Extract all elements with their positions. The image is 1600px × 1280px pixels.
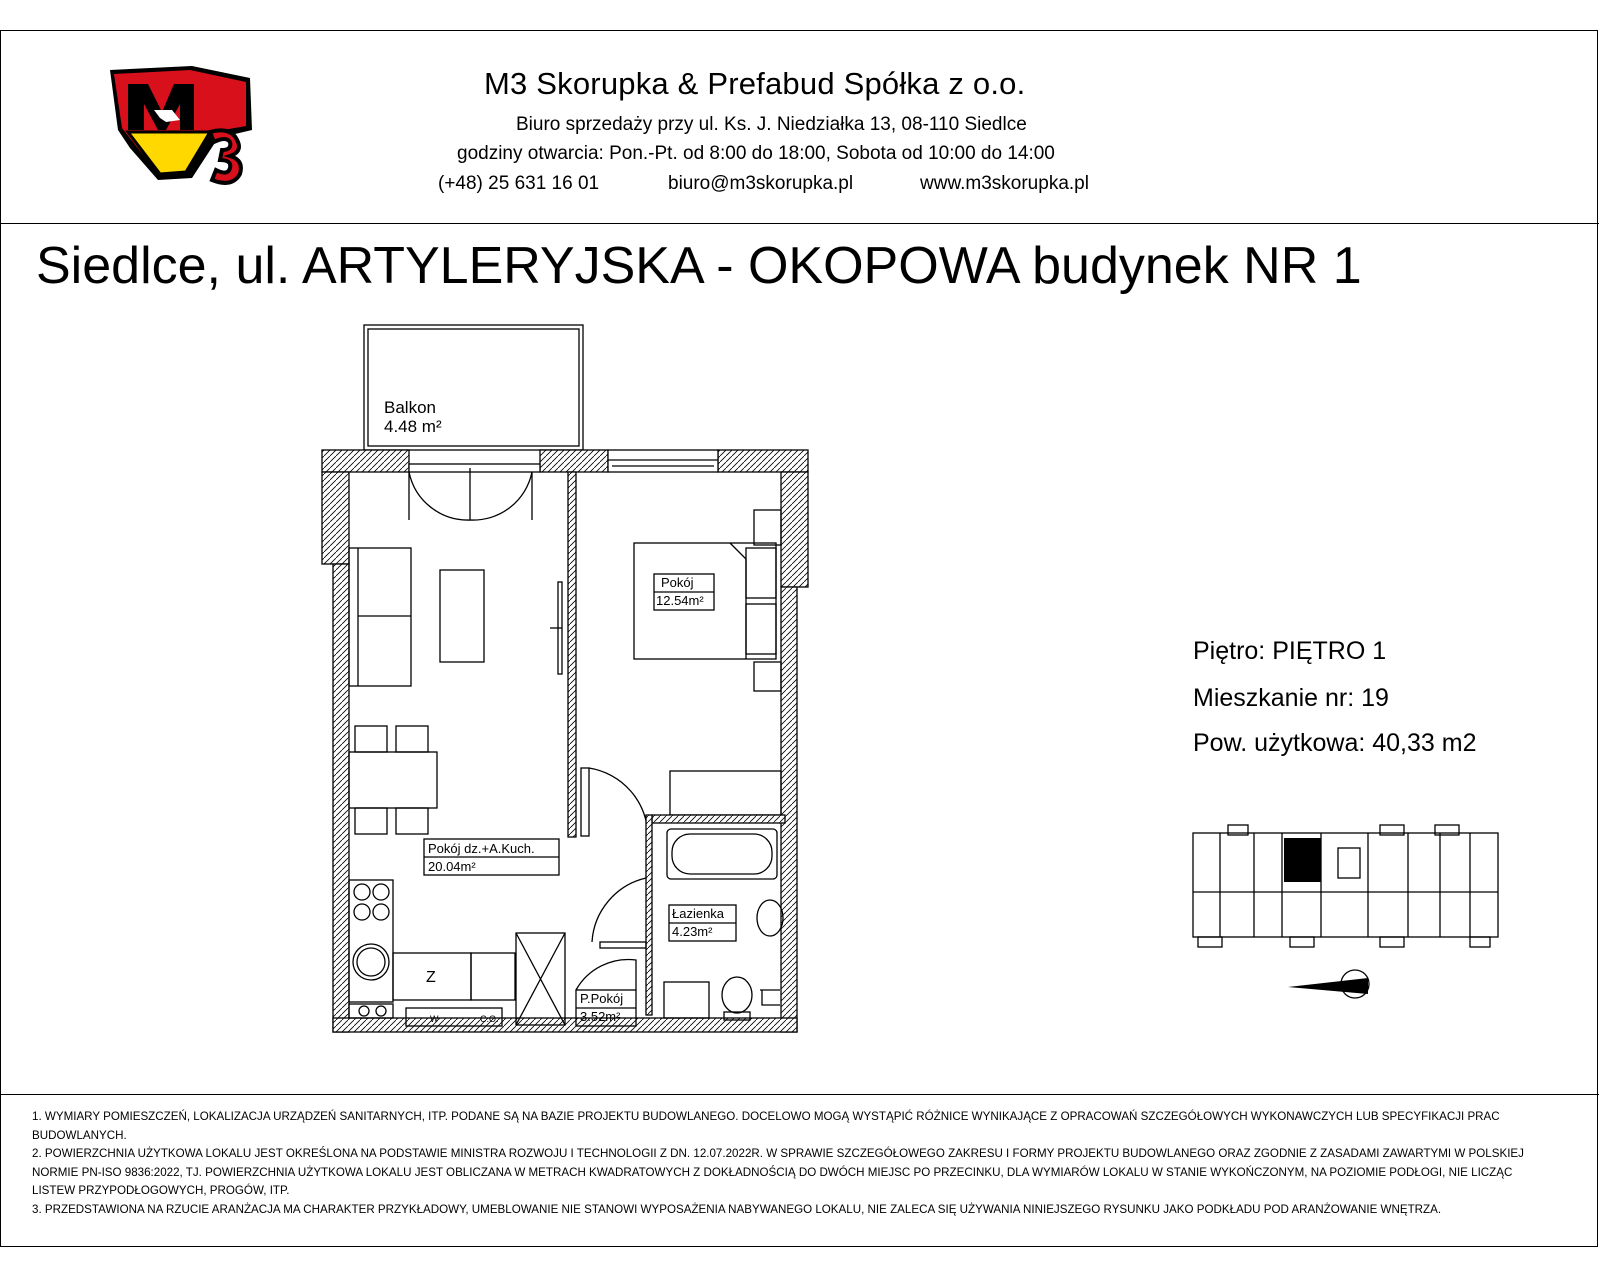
room-name-bathroom: Łazienka — [672, 906, 725, 921]
email-link[interactable]: biuro@m3skorupka.pl — [668, 173, 854, 194]
project-title: Siedlce, ul. ARTYLERYJSKA - OKOPOWA budynek NR 1 — [36, 237, 1362, 295]
washbasin — [757, 900, 783, 936]
room-area-pokoj: 12.54m² — [656, 593, 704, 608]
wall-interior — [568, 472, 576, 837]
bath-cabinet — [664, 982, 709, 1018]
wall-top-left — [322, 450, 409, 472]
room-area-storage: 3.52m² — [580, 1009, 621, 1024]
notes-divider — [1, 1094, 1599, 1095]
phone-number: (+48) 25 631 16 01 — [438, 173, 600, 194]
washer-label: W — [430, 1014, 439, 1024]
apartment-number: Mieszkanie nr: 19 — [1193, 684, 1389, 712]
opening-hours: godziny otwarcia: Pon.-Pt. od 8:00 do 18:00, Sobota od 10:00 do 14:00 — [457, 143, 1055, 164]
wall-right — [781, 587, 797, 1032]
room-name-balkon: Balkon — [384, 398, 436, 417]
bathtub — [667, 829, 777, 879]
bedroom-wardrobe — [670, 771, 781, 815]
coffee-table — [440, 570, 484, 662]
dining-table — [349, 752, 437, 808]
compass-label: Z — [1349, 977, 1359, 994]
floor-info: Piętro: PIĘTRO 1 — [1193, 637, 1387, 665]
boiler-label: C.O. — [480, 1014, 499, 1024]
sales-office-address: Biuro sprzedaży przy ul. Ks. J. Niedziałka 13, 08-110 Siedlce — [516, 114, 1027, 135]
note-1: 1. WYMIARY POMIESZCZEŃ, LOKALIZACJA URZĄDZEŃ SANITARNYCH, ITP. PODANE SĄ NA BAZIE PROJEKTU BUDOWLANEGO. DOCELOWO MOGĄ WYSTĄPIĆ RÓŻNICE WYNIKAJĄCE Z OPRACOWAŃ SZCZEGÓŁOWYCH WYKONAWCZYCH LUB SPECYFIKACJI PRAC BUDOWLANYCH. — [32, 1110, 1500, 1142]
room-name-pokoj: Pokój — [661, 575, 694, 590]
toilet — [722, 977, 752, 1013]
company-name: M3 Skorupka & Prefabud Spółka z o.o. — [484, 66, 1026, 101]
legal-notes — [32, 1108, 1552, 1219]
website-link[interactable]: www.m3skorupka.pl — [920, 173, 1089, 194]
room-area-living: 20.04m² — [428, 859, 476, 874]
wall-left — [333, 564, 349, 1032]
building-key-plan — [1193, 825, 1498, 947]
fridge-label: Z — [426, 969, 436, 986]
room-name-living: Pokój dz.+A.Kuch. — [428, 841, 535, 856]
room-name-storage: P.Pokój — [580, 991, 624, 1006]
room-area-balkon: 4.48 m² — [384, 417, 442, 436]
usable-area: Pow. użytkowa: 40,33 m2 — [1193, 729, 1477, 757]
note-2: 2. POWIERZCHNIA UŻYTKOWA LOKALU JEST OKREŚLONA NA PODSTAWIE MINISTRA ROZWOJU I TECHNOLOGII Z DN. 12.07.2022R. W SPRAWIE SZCZEGÓŁOWEGO ZAKRESU I FORMY PROJEKTU BUDOWLANEGO ORAZ ZGODNIE Z ZASADAMI ZAWARTYMI W POLSKIEJ NORMIE PN-ISO 9836:2022, TJ. POWIERZCHNIA UŻYTKOWA LOKALU JEST OBLICZANA W METRACH KWADRATOWYCH Z DOKŁADNOŚCIĄ DO DWÓCH MIEJSC PO PRZECINKU, DLA WYMIARÓW LOKALU W STANIE WYKOŃCZONYM, NA POZIOMIE PODŁOGI, NIE LICZĄC LISTEW PRZYPODŁOGOWYCH, PROGÓW, ITP. — [32, 1147, 1524, 1197]
apartment-highlight — [1284, 838, 1321, 882]
room-area-bathroom: 4.23m² — [672, 924, 713, 939]
note-3: 3. PRZEDSTAWIONA NA RZUCIE ARANŻACJA MA CHARAKTER PRZYKŁADOWY, UMEBLOWANIE NIE STANOWI WYPOSAŻENIA NABYWANEGO LOKALU, NIE ZALECA SIĘ UŻYWANIA NINIEJSZEGO RYSUNKU JAKO PODKŁADU POD ARANŻOWANIE WNĘTRZA. — [32, 1202, 1442, 1216]
